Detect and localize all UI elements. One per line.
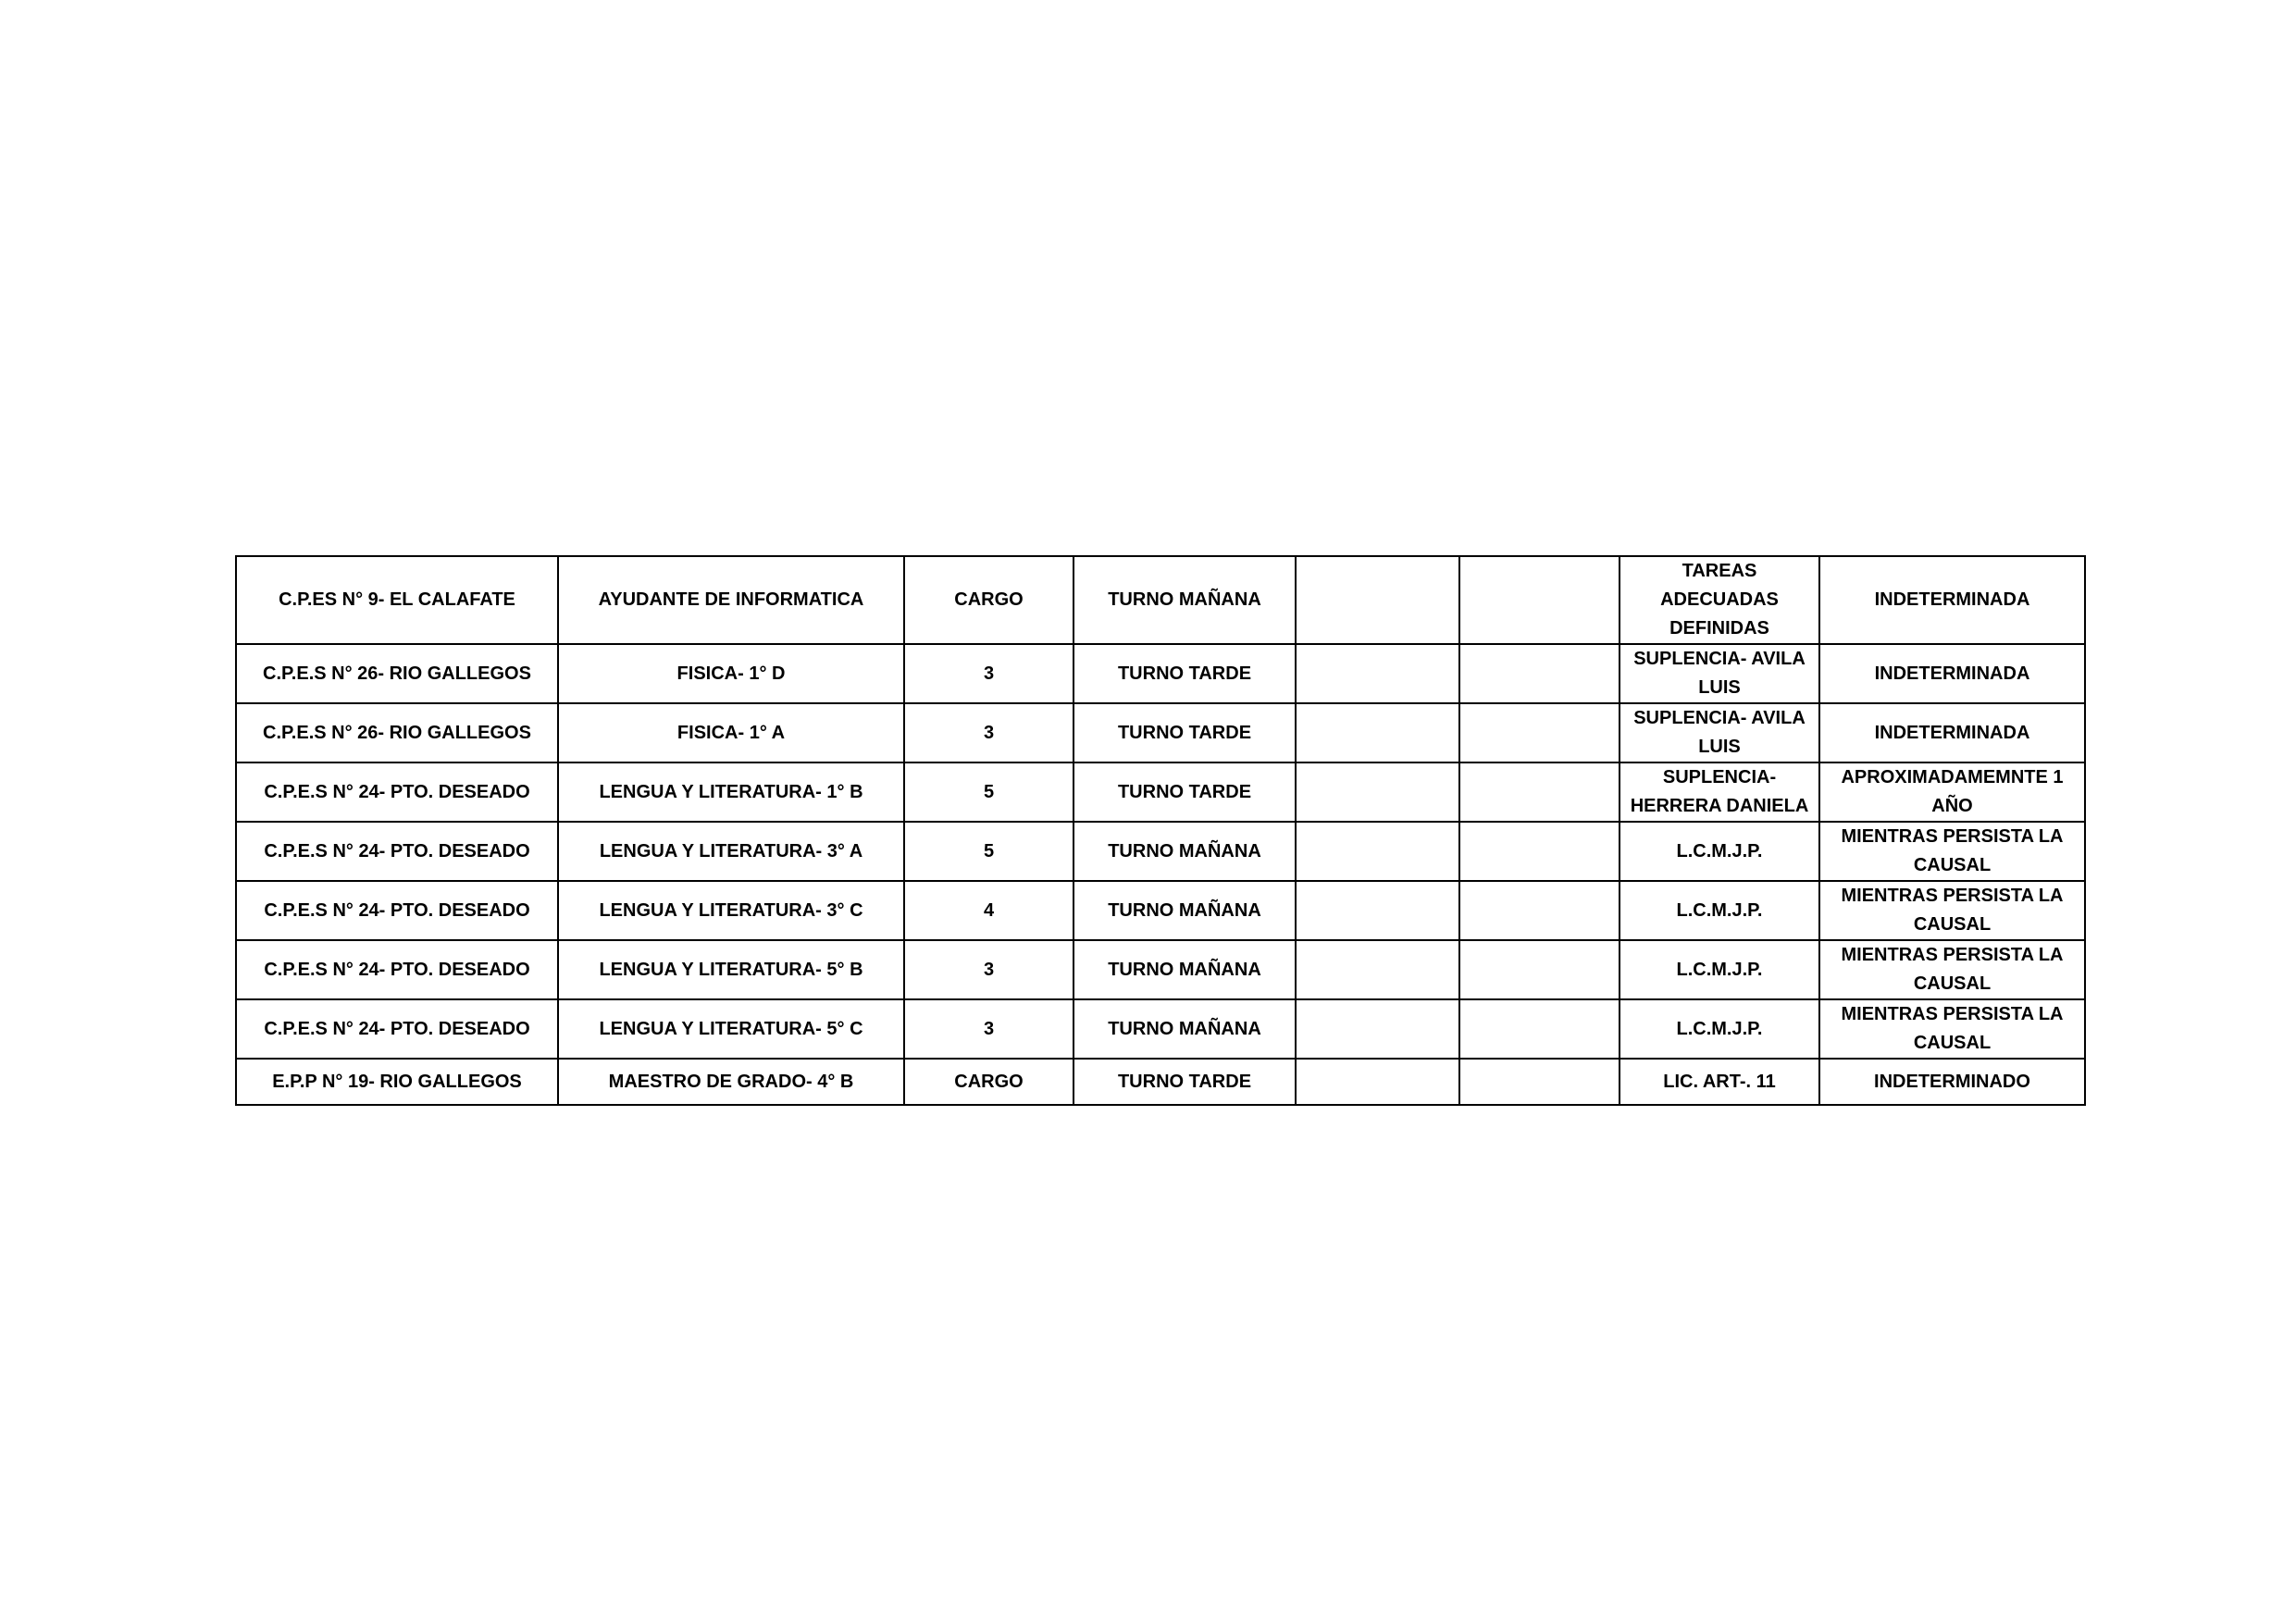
hours-cell: 5	[904, 762, 1074, 822]
school-cell: C.P.E.S N° 24- PTO. DESEADO	[236, 822, 558, 881]
shift-cell: TURNO MAÑANA	[1074, 881, 1296, 940]
empty-cell	[1296, 556, 1459, 644]
reason-cell: SUPLENCIA- HERRERA DANIELA	[1620, 762, 1819, 822]
school-cell: C.P.E.S N° 24- PTO. DESEADO	[236, 940, 558, 999]
empty-cell	[1459, 881, 1620, 940]
subject-cell: MAESTRO DE GRADO- 4° B	[558, 1059, 904, 1105]
duration-cell: INDETERMINADA	[1819, 644, 2085, 703]
duration-cell: MIENTRAS PERSISTA LA CAUSAL	[1819, 822, 2085, 881]
subject-cell: LENGUA Y LITERATURA- 3° C	[558, 881, 904, 940]
reason-cell: L.C.M.J.P.	[1620, 881, 1819, 940]
table-row	[236, 1059, 2085, 1105]
empty-cell	[1296, 644, 1459, 703]
table-row	[236, 881, 2085, 940]
empty-cell	[1296, 881, 1459, 940]
empty-cell	[1296, 999, 1459, 1059]
duration-cell: APROXIMADAMEMNTE 1 AÑO	[1819, 762, 2085, 822]
school-cell: C.P.E.S N° 26- RIO GALLEGOS	[236, 703, 558, 762]
reason-cell: L.C.M.J.P.	[1620, 999, 1819, 1059]
shift-cell: TURNO MAÑANA	[1074, 940, 1296, 999]
table-row	[236, 822, 2085, 881]
shift-cell: TURNO TARDE	[1074, 644, 1296, 703]
hours-cell: 3	[904, 940, 1074, 999]
hours-cell: 3	[904, 999, 1074, 1059]
hours-cell: 4	[904, 881, 1074, 940]
duration-cell: MIENTRAS PERSISTA LA CAUSAL	[1819, 940, 2085, 999]
empty-cell	[1296, 822, 1459, 881]
shift-cell: TURNO TARDE	[1074, 762, 1296, 822]
duration-cell: INDETERMINADO	[1819, 1059, 2085, 1105]
duration-cell: INDETERMINADA	[1819, 703, 2085, 762]
empty-cell	[1459, 762, 1620, 822]
vacancy-table	[235, 555, 2086, 1106]
shift-cell: TURNO MAÑANA	[1074, 822, 1296, 881]
table-row	[236, 703, 2085, 762]
subject-cell: FISICA- 1° A	[558, 703, 904, 762]
school-cell: C.P.E.S N° 24- PTO. DESEADO	[236, 999, 558, 1059]
duration-cell: MIENTRAS PERSISTA LA CAUSAL	[1819, 999, 2085, 1059]
empty-cell	[1459, 1059, 1620, 1105]
reason-cell: L.C.M.J.P.	[1620, 822, 1819, 881]
subject-cell: AYUDANTE DE INFORMATICA	[558, 556, 904, 644]
table-row	[236, 644, 2085, 703]
table-row	[236, 940, 2085, 999]
hours-cell: CARGO	[904, 1059, 1074, 1105]
empty-cell	[1459, 644, 1620, 703]
reason-cell: SUPLENCIA- AVILA LUIS	[1620, 703, 1819, 762]
empty-cell	[1459, 703, 1620, 762]
table-row	[236, 999, 2085, 1059]
school-cell: C.P.E.S N° 24- PTO. DESEADO	[236, 762, 558, 822]
empty-cell	[1296, 1059, 1459, 1105]
shift-cell: TURNO TARDE	[1074, 1059, 1296, 1105]
subject-cell: LENGUA Y LITERATURA- 5° C	[558, 999, 904, 1059]
subject-cell: LENGUA Y LITERATURA- 1° B	[558, 762, 904, 822]
empty-cell	[1459, 822, 1620, 881]
duration-cell: MIENTRAS PERSISTA LA CAUSAL	[1819, 881, 2085, 940]
reason-cell: SUPLENCIA- AVILA LUIS	[1620, 644, 1819, 703]
empty-cell	[1459, 999, 1620, 1059]
empty-cell	[1296, 940, 1459, 999]
empty-cell	[1296, 762, 1459, 822]
duration-cell: INDETERMINADA	[1819, 556, 2085, 644]
subject-cell: FISICA- 1° D	[558, 644, 904, 703]
empty-cell	[1296, 703, 1459, 762]
reason-cell: L.C.M.J.P.	[1620, 940, 1819, 999]
hours-cell: 3	[904, 644, 1074, 703]
shift-cell: TURNO MAÑANA	[1074, 556, 1296, 644]
reason-cell: TAREAS ADECUADAS DEFINIDAS	[1620, 556, 1819, 644]
shift-cell: TURNO TARDE	[1074, 703, 1296, 762]
shift-cell: TURNO MAÑANA	[1074, 999, 1296, 1059]
subject-cell: LENGUA Y LITERATURA- 3° A	[558, 822, 904, 881]
hours-cell: 3	[904, 703, 1074, 762]
school-cell: E.P.P N° 19- RIO GALLEGOS	[236, 1059, 558, 1105]
reason-cell: LIC. ART-. 11	[1620, 1059, 1819, 1105]
school-cell: C.P.ES N° 9- EL CALAFATE	[236, 556, 558, 644]
hours-cell: 5	[904, 822, 1074, 881]
hours-cell: CARGO	[904, 556, 1074, 644]
school-cell: C.P.E.S N° 24- PTO. DESEADO	[236, 881, 558, 940]
table-row	[236, 556, 2085, 644]
table-body	[236, 556, 2085, 1105]
empty-cell	[1459, 940, 1620, 999]
school-cell: C.P.E.S N° 26- RIO GALLEGOS	[236, 644, 558, 703]
subject-cell: LENGUA Y LITERATURA- 5° B	[558, 940, 904, 999]
empty-cell	[1459, 556, 1620, 644]
table-row	[236, 762, 2085, 822]
